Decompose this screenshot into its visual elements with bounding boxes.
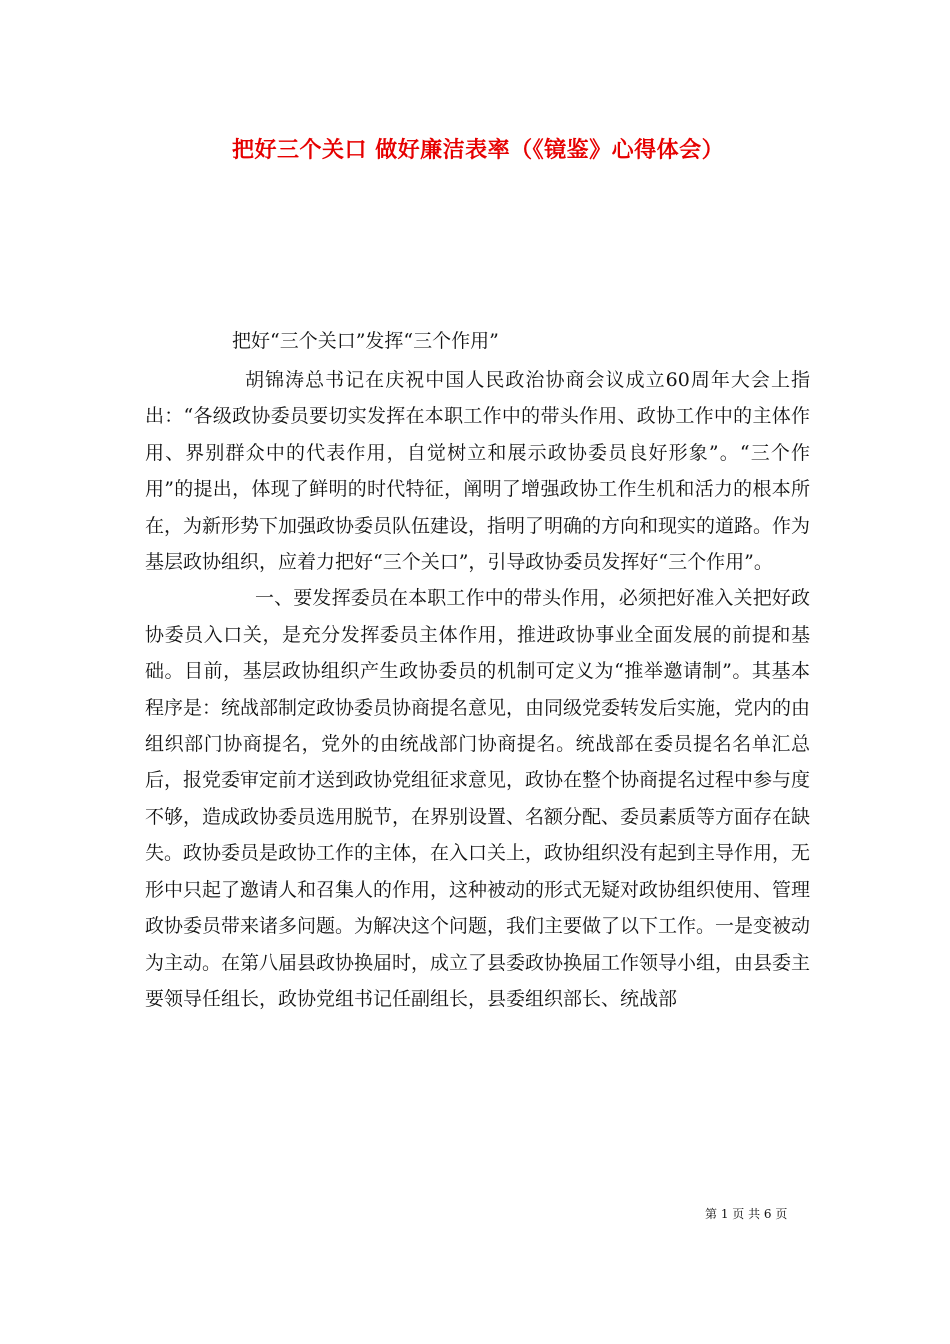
page-number: 第 1 页 共 6 页 xyxy=(705,1207,788,1221)
body-text xyxy=(145,362,810,1017)
document-title: 把好三个关口 做好廉洁表率（《镜鉴》心得体会） xyxy=(232,137,725,163)
paragraph: 胡锦涛总书记在庆祝中国人民政治协商会议成立60周年大会上指出：“各级政协委员要切实发挥在本职工作中的带头作用、政协工作中的主体作用、界别群众中的代表作用，自觉树立和展示政协委员良好形象”。“三个作用”的提出，体现了鲜明的时代特征，阐明了增强政协工作生机和活力的根本所在，为新形势下加强政协委员队伍建设，指明了明确的方向和现实的道路。作为基层政协组织，应着力把好“三个关口”，引导政协委员发挥好“三个作用”。 xyxy=(145,369,811,574)
section-heading: 把好“三个关口”发挥“三个作用” xyxy=(232,330,499,352)
paragraph: 一、要发挥委员在本职工作中的带头作用，必须把好准入关把好政协委员入口关，是充分发挥委员主体作用，推进政协事业全面发展的前提和基础。目前，基层政协组织产生政协委员的机制可定义为“推举邀请制”。其基本程序是：统战部制定政协委员协商提名意见，由同级党委转发后实施，党内的由组织部门协商提名，党外的由统战部门协商提名。统战部在委员提名名单汇总后，报党委审定前才送到政协党组征求意见，政协在整个协商提名过程中参与度不够，造成政协委员选用脱节，在界别设置、名额分配、委员素质等方面存在缺失。政协委员是政协工作的主体，在入口关上，政协组织没有起到主导作用，无形中只起了邀请人和召集人的作用，这种被动的形式无疑对政协组织使用、管理政协委员带来诸多问题。为解决这个问题，我们主要做了以下工作。一是变被动为主动。在第八届县政协换届时，成立了县委政协换届工作领导小组，由县委主要领导任组长，政协党组书记任副组长，县委组织部长、统战部 xyxy=(145,587,811,1010)
